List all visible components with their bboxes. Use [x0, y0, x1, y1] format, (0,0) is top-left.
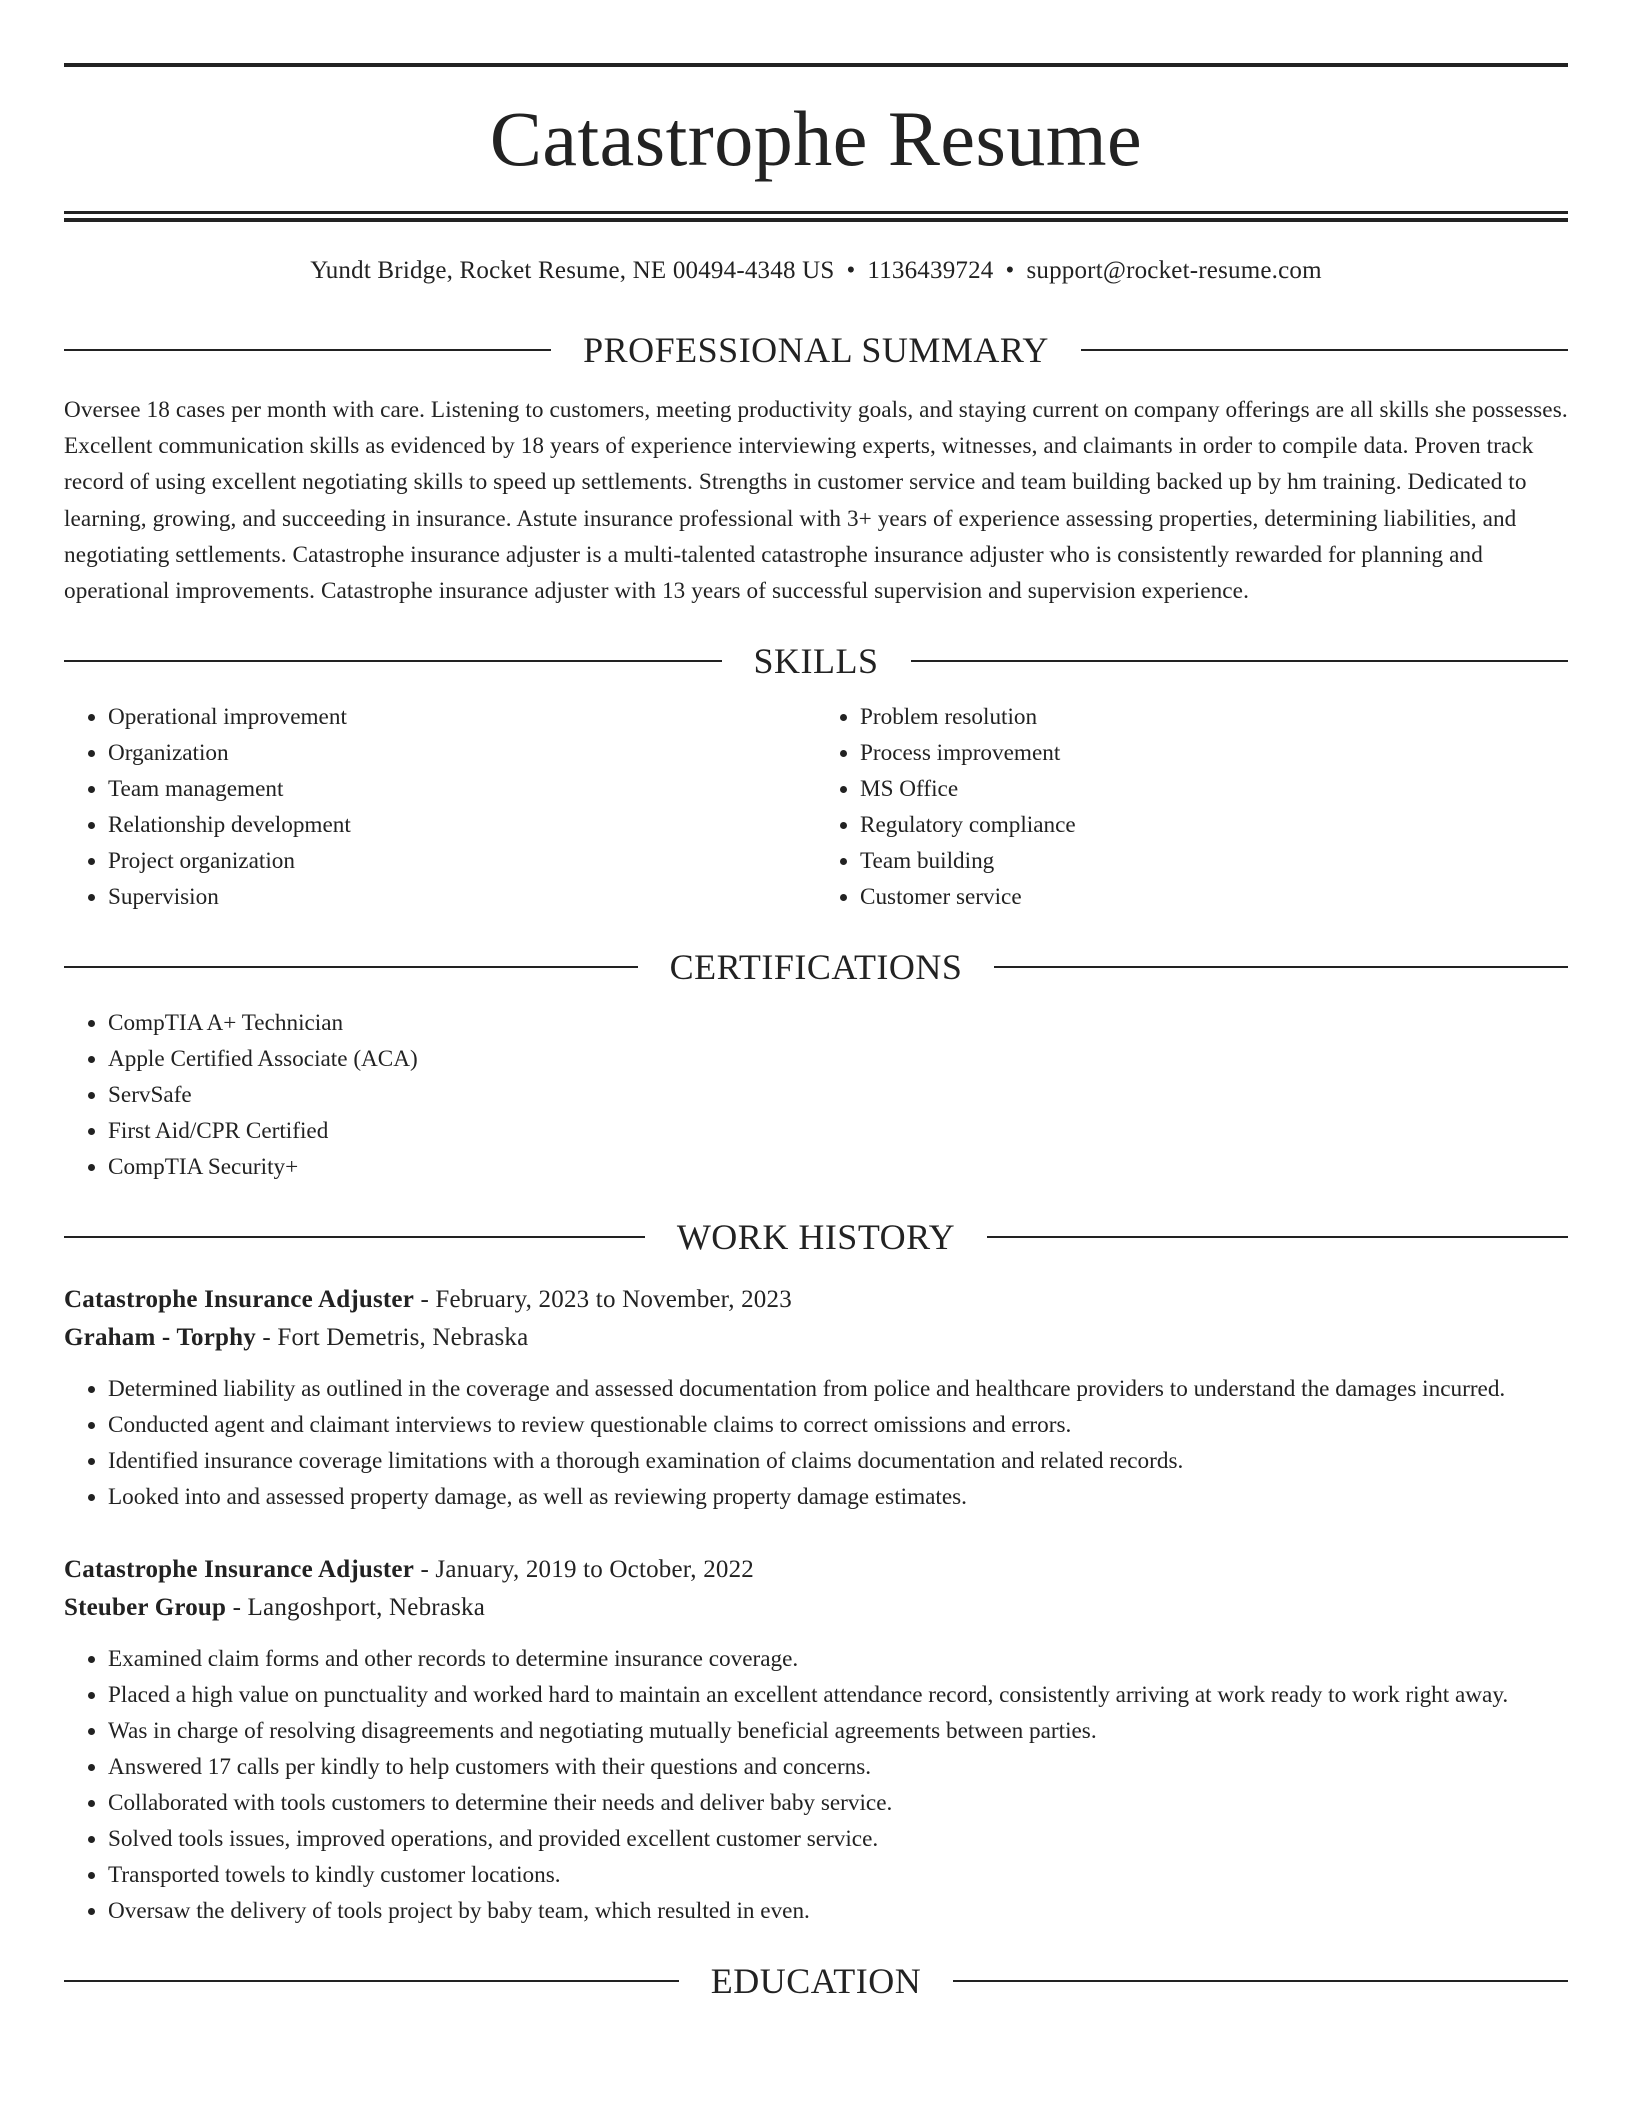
education-heading-text: EDUCATION: [710, 1961, 922, 2002]
certification-item: • CompTIA Security+: [108, 1149, 1568, 1185]
skills-heading: [64, 639, 1568, 683]
job-bullet: • Oversaw the delivery of tools project by baby team, which resulted in even.: [108, 1893, 1568, 1929]
job-dates: - January, 2019 to October, 2022: [414, 1556, 755, 1584]
job-bullet: • Collaborated with tools customers to determine their needs and deliver baby service.: [108, 1785, 1568, 1821]
skills-list-right: [816, 699, 1568, 915]
work-history-heading: [64, 1215, 1568, 1259]
contact-phone: 1136439724: [867, 257, 994, 284]
contact-separator: •: [1005, 257, 1015, 284]
job-bullet: • Placed a high value on punctuality and worked hard to maintain an excellent attendance record, consistently arriving at work ready to work right away.: [108, 1677, 1568, 1713]
skills-list-left: [64, 699, 816, 915]
job-title-line: [64, 1551, 1568, 1589]
skills-heading-text: SKILLS: [753, 641, 879, 682]
job-company-line: [64, 1319, 1568, 1357]
job-role: Catastrophe Insurance Adjuster: [64, 1556, 414, 1584]
skill-item: • Organization: [108, 735, 816, 771]
job-bullets: [64, 1641, 1568, 1929]
certification-item: • ServSafe: [108, 1077, 1568, 1113]
contact-line: [64, 255, 1568, 287]
certifications-heading-text: CERTIFICATIONS: [669, 947, 963, 988]
job-bullet: • Determined liability as outlined in the coverage and assessed documentation from police and healthcare providers to understand the damages incurred.: [108, 1371, 1568, 1407]
skills-section: [64, 639, 1568, 915]
summary-text: Oversee 18 cases per month with care. Listening to customers, meeting productivity goals, and staying current on company offerings are all skills she possesses. Excellent communication skills as evidenced by 18 years of experience interviewing experts, witnesses, and claimants in order to compile data. Proven track record of using excellent negotiating skills to speed up settlements. Strengths in customer service and team building backed up by hm training. Dedicated to learning, growing, and succeeding in insurance. Astute insurance professional with 3+ years of experience assessing properties, determining liabilities, and negotiating settlements. Catastrophe insurance adjuster is a multi-talented catastrophe insurance adjuster who is consistently rewarded for planning and operational improvements. Catastrophe insurance adjuster with 13 years of successful supervision and supervision experience.: [64, 397, 1568, 605]
certifications-section: [64, 945, 1568, 1185]
certification-item: • CompTIA A+ Technician: [108, 1005, 1568, 1041]
resume-name: Catastrophe Resume: [489, 95, 1143, 182]
job-company: Steuber Group: [64, 1594, 227, 1622]
job-bullets: [64, 1371, 1568, 1515]
education-section: [64, 1959, 1568, 2003]
summary-heading-text: PROFESSIONAL SUMMARY: [583, 330, 1049, 370]
contact-address: Yundt Bridge, Rocket Resume, NE 00494-4348 US: [310, 257, 835, 284]
skill-item: • Process improvement: [860, 735, 1568, 771]
job-bullet: • Solved tools issues, improved operations, and provided excellent customer service.: [108, 1821, 1568, 1857]
skill-item: • MS Office: [860, 771, 1568, 807]
job-bullet: • Transported towels to kindly customer locations.: [108, 1857, 1568, 1893]
skill-item: • Relationship development: [108, 807, 816, 843]
summary-section: [64, 328, 1568, 609]
job-bullet: • Examined claim forms and other records to determine insurance coverage.: [108, 1641, 1568, 1677]
job-dates: - February, 2023 to November, 2023: [414, 1286, 792, 1314]
education-heading: [64, 1959, 1568, 2003]
skill-item: • Supervision: [108, 879, 816, 915]
job-bullet: • Looked into and assessed property damage, as well as reviewing property damage estimates.: [108, 1479, 1568, 1515]
job-company-line: [64, 1589, 1568, 1627]
contact-email: support@rocket-resume.com: [1026, 257, 1322, 284]
job-bullet: • Answered 17 calls per kindly to help customers with their questions and concerns.: [108, 1749, 1568, 1785]
job-title-line: [64, 1281, 1568, 1319]
skill-item: • Project organization: [108, 843, 816, 879]
work-history-section: [64, 1215, 1568, 1929]
header-double-rule: [64, 211, 1568, 222]
job-bullet: • Was in charge of resolving disagreements and negotiating mutually beneficial agreements between parties.: [108, 1713, 1568, 1749]
job-entry: [64, 1281, 1568, 1515]
summary-heading: [64, 328, 1568, 372]
skill-item: • Team building: [860, 843, 1568, 879]
skill-item: • Operational improvement: [108, 699, 816, 735]
job-location: - Langoshport, Nebraska: [226, 1594, 486, 1622]
job-location: - Fort Demetris, Nebraska: [255, 1324, 529, 1352]
certifications-heading: [64, 945, 1568, 989]
work-history-heading-text: WORK HISTORY: [676, 1217, 956, 1258]
job-role: Catastrophe Insurance Adjuster: [64, 1286, 414, 1314]
skill-item: • Regulatory compliance: [860, 807, 1568, 843]
job-bullet: • Identified insurance coverage limitations with a thorough examination of claims documentation and related records.: [108, 1443, 1568, 1479]
skills-grid: [64, 683, 1568, 915]
certification-item: • First Aid/CPR Certified: [108, 1113, 1568, 1149]
skill-item: • Problem resolution: [860, 699, 1568, 735]
contact-separator: •: [846, 257, 856, 284]
job-entry: [64, 1551, 1568, 1929]
certifications-list: [64, 1005, 1568, 1185]
skill-item: • Customer service: [860, 879, 1568, 915]
job-bullet: • Conducted agent and claimant interviews to review questionable claims to correct omissions and errors.: [108, 1407, 1568, 1443]
job-company: Graham - Torphy: [64, 1324, 256, 1352]
certification-item: • Apple Certified Associate (ACA): [108, 1041, 1568, 1077]
skill-item: • Team management: [108, 771, 816, 807]
